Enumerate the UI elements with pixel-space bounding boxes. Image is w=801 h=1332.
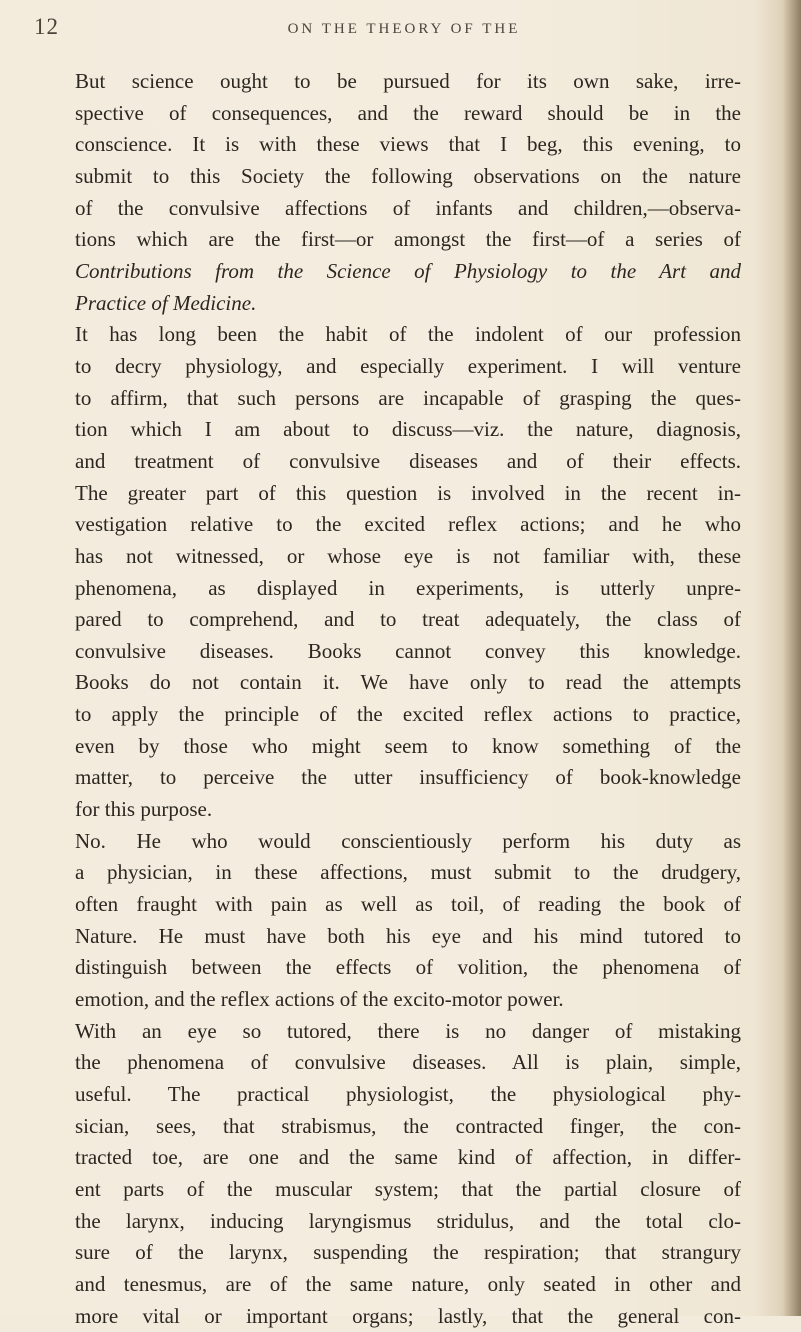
page-number: 12: [34, 14, 59, 39]
text-line: pared to comprehend, and to treat adequately, the class of: [75, 607, 741, 632]
paragraph: [51, 66, 741, 319]
paragraph: [51, 1016, 741, 1332]
text-line: even by those who might seem to know something of the: [75, 733, 741, 758]
text-line: more vital or important organs; lastly, that the general con-: [75, 1303, 741, 1328]
text-line: submit to this Society the following observations on the nature: [75, 163, 741, 188]
text-line: vestigation relative to the excited reflex actions; and he who: [75, 512, 741, 537]
paragraph: [51, 319, 741, 826]
text-line: to apply the principle of the excited reflex actions to practice,: [75, 702, 741, 727]
running-title: ON THE THEORY OF THE: [287, 21, 521, 37]
text-line: Nature. He must have both his eye and his mind tutored to: [75, 923, 741, 948]
text-line: sician, sees, that strabismus, the contracted finger, the con-: [75, 1113, 741, 1138]
text-line: [51, 288, 741, 320]
text-line: and treatment of convulsive diseases and of their effects.: [75, 448, 741, 473]
text-line: distinguish between the effects of volition, the phenomena of: [75, 955, 741, 980]
running-head: [34, 14, 734, 42]
text-line: for this purpose.: [75, 797, 213, 822]
text-line: But science ought to be pursued for its own sake, irre-: [75, 69, 741, 93]
text-line: tions which are the first—or amongst the first—of a series of: [75, 227, 741, 252]
text-line: tracted toe, are one and the same kind of affection, in differ-: [75, 1145, 741, 1170]
page-edge-shadow: [783, 0, 801, 1316]
text-line: [51, 256, 741, 288]
text-line: emotion, and the reflex actions of the excito-motor power.: [75, 987, 564, 1012]
text-line: matter, to perceive the utter insufficiency of book-knowledge: [75, 765, 741, 790]
text-line: It has long been the habit of the indolent of our profession: [75, 322, 741, 347]
text-line: conscience. It is with these views that I beg, this evening, to: [75, 132, 741, 157]
text-line: the larynx, inducing laryngismus stridulus, and the total clo-: [75, 1208, 741, 1233]
text-line: has not witnessed, or whose eye is not familiar with, these: [75, 543, 741, 568]
italic-title-line: Practice of Medicine.: [75, 290, 257, 315]
text-line: often fraught with pain as well as toil, of reading the book of: [75, 892, 741, 917]
text-line: sure of the larynx, suspending the respiration; that strangury: [75, 1240, 741, 1265]
text-line: ent parts of the muscular system; that the partial closure of: [75, 1176, 741, 1201]
text-line: phenomena, as displayed in experiments, is utterly unpre-: [75, 575, 741, 600]
italic-title-line: Contributions from the Science of Physiology to the Art and: [75, 258, 741, 283]
text-line: tion which I am about to discuss—viz. the nature, diagnosis,: [75, 417, 741, 442]
text-line: a physician, in these affections, must submit to the drudgery,: [75, 860, 741, 885]
text-line: No. He who would conscientiously perform his duty as: [75, 828, 741, 853]
text-line: to decry physiology, and especially experiment. I will venture: [75, 353, 741, 378]
text-line: convulsive diseases. Books cannot convey this knowledge.: [75, 638, 741, 663]
paragraph: [51, 826, 741, 1016]
text-line: of the convulsive affections of infants and children,—observa-: [75, 195, 741, 220]
text-line: to affirm, that such persons are incapable of grasping the ques-: [75, 385, 741, 410]
text-line: The greater part of this question is involved in the recent in-: [75, 480, 741, 505]
text-line: Books do not contain it. We have only to read the attempts: [75, 670, 741, 695]
body-text: [51, 66, 741, 1332]
text-line: useful. The practical physiologist, the physiological phy-: [75, 1082, 741, 1106]
text-line: and tenesmus, are of the same nature, only seated in other and: [75, 1271, 741, 1296]
text-line: the phenomena of convulsive diseases. All is plain, simple,: [75, 1050, 741, 1075]
text-line: With an eye so tutored, there is no danger of mistaking: [75, 1018, 741, 1043]
text-line: spective of consequences, and the reward should be in the: [75, 100, 741, 125]
